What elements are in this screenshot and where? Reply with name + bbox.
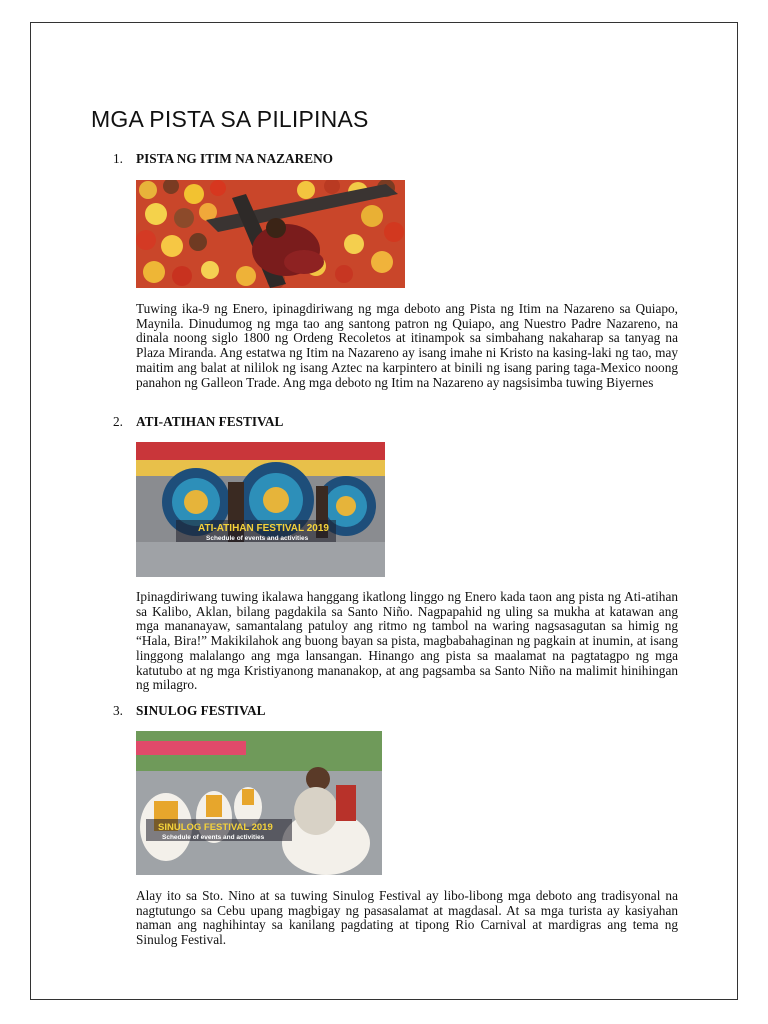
section-heading-ati-atihan xyxy=(113,414,513,430)
nazareno-photo xyxy=(136,180,405,288)
section-heading-sinulog xyxy=(113,703,513,719)
sinulog-photo xyxy=(136,731,382,875)
section-title: SINULOG FESTIVAL xyxy=(136,703,266,718)
section-number: 2. xyxy=(113,414,123,429)
image-caption-title: SINULOG FESTIVAL 2019 xyxy=(158,822,273,833)
section-title: PISTA NG ITIM NA NAZARENO xyxy=(136,151,334,166)
section-heading-nazareno xyxy=(113,151,513,167)
document-title: MGA PISTA SA PILIPINAS xyxy=(91,106,369,132)
section-number: 3. xyxy=(113,703,123,718)
image-caption-subtitle: Schedule of events and activities xyxy=(206,535,309,542)
section-paragraph-nazareno: Tuwing ika-9 ng Enero, ipinagdiriwang ng mga deboto ang Pista ng Itim na Nazareno sa Quiapo, Maynila. Dinudumog ng mga tao ang santong patron ng Quiapo, ang Nuestro Padre Nazareno, na dinala noong siglo 1800 ng Ordeng Recoletos at itinampok sa simbahang nakaharap sa tanyag na Plaza Miranda. Ang estatwa ng Itim na Nazareno ay isang imahe ni Kristo na kasing-laki ng tao, may maitim ang balat at nililok ng isang Aztec na karpintero at binili ng isang paring taga-Mexico noong panahon ng Galleon Trade. Ang mga deboto ng Itim na Nazareno ay nagsisimba tuwing Biyernes xyxy=(136,301,678,390)
ati-atihan-photo xyxy=(136,442,385,577)
image-caption-subtitle: Schedule of events and activities xyxy=(162,834,265,841)
section-number: 1. xyxy=(113,151,123,166)
section-paragraph-sinulog: Alay ito sa Sto. Nino at sa tuwing Sinulog Festival ay libo-libong mga deboto ang tradisyonal na nagtutungo sa Cebu upang magbigay ng pasasalamat at magdasal. At sa mga turista ay kasiyahan naman ang naghihintay sa kanilang pagdating at tipong Rio Carnival at mardigras ang tema ng Sinulog Festival. xyxy=(136,888,678,948)
section-paragraph-ati-atihan: Ipinagdiriwang tuwing ikalawa hanggang ikatlong linggo ng Enero kada taon ang pista ng Ati-atihan sa Kalibo, Aklan, bilang pagdakila sa Santo Niño. Nagpapahid ng uling sa mukha at katawan ang mga mananayaw, samantalang patuloy ang ritmo ng tambol na waring nagsasagutan sa himig ng “Hala, Bira!” Makikilahok ang buong bayan sa pista, magbabahaginan ng pagkain at inumin, at isang linggong malalango ang mga lansangan. Hinango ang pista sa maalamat na pagtatagpo ng mga katutubo at ng mga Kristiyanong mananakop, at ang pagsamba sa Santo Niño na malimit hinihingan ng milagro. xyxy=(136,589,678,693)
image-caption-title: ATI-ATIHAN FESTIVAL 2019 xyxy=(198,523,329,534)
section-title: ATI-ATIHAN FESTIVAL xyxy=(136,414,284,429)
